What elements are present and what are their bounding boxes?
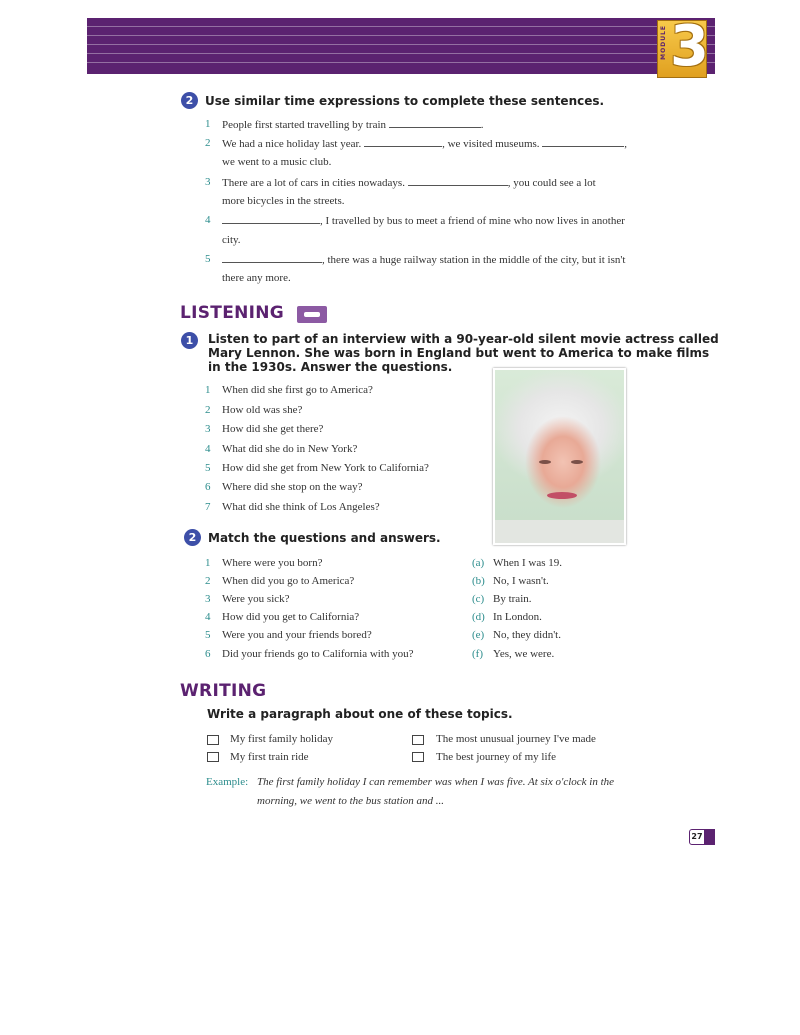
exercise-instruction: Use similar time expressions to complete these sentences. xyxy=(205,94,605,108)
module-badge xyxy=(657,14,709,79)
topic-checkbox[interactable] xyxy=(412,735,424,745)
writing-instruction: Write a paragraph about one of these topics. xyxy=(207,707,513,721)
header-band xyxy=(87,18,715,74)
listening-instruction-line: Listen to part of an interview with a 90-year-old silent movie actress called xyxy=(208,332,719,346)
example-line: morning, we went to the bus station and ... xyxy=(257,795,444,807)
textbook-page: MODULE 3 2 Use similar time expressions to complete these sentences. 1 People first started travelling by train . 2 We had a nice holiday last year. , we visited museums. , we went to a music club. 3 There are a lot of cars in cities nowadays. , you could see a lot more bicycles in the streets. 4 , I travelled by bus to meet a friend of mine who now lives in another city. 5 , there was a huge railway station in the middle of the city, but it isn't there any more. LISTENING 1 Listen to part of an interview with a 90-year-old silent movie actress called Mary Lennon. She was born in England but went to America to make films in the 1930s. Answer the questions. 1 When did she first go to America? 2 How old was she? 3 How did she get there? 4 What did she do in New York? 5 How did she get from New York to California? 6 Where did she stop on the way? 7 What did she think of Los Angeles? 2 Match the questions and answers. 1 Where were you born? 2 When did you go to America? 3 Were you sick? 4 How did you get to California? 5 Were you and your friends bored? 6 Did your friends go to California with you? (a) When I was 19. (b) No, I wasn't. (c) By train. (d) In London. (e) No, they didn't. (f) Yes, we were. WRITING Write a paragraph about one of these topics. My first family holiday My first train ride The most unusual journey I've made The best journey of my life Example: The first family holiday I can remember was when I was five. At six o'clock in the morning, we went to the bus station and ... 27 xyxy=(0,0,800,1035)
example-label: Example: xyxy=(206,776,249,788)
cassette-icon xyxy=(297,306,327,323)
module-number: 3 xyxy=(670,14,709,79)
listening-title: LISTENING xyxy=(180,303,285,323)
actress-photo xyxy=(493,368,626,545)
listening-instruction-line: in the 1930s. Answer the questions. xyxy=(208,360,453,374)
listening-instruction-line: Mary Lennon. She was born in England but went to America to make films xyxy=(208,346,710,360)
example-line: The first family holiday I can remember was when I was five. At six o'clock in the xyxy=(257,776,615,788)
page-number: 27 xyxy=(689,829,715,845)
topic-checkbox[interactable] xyxy=(412,752,424,762)
matching-instruction: Match the questions and answers. xyxy=(208,531,441,545)
exercise-number-badge: 2 xyxy=(184,529,201,546)
topic-checkbox[interactable] xyxy=(207,752,219,762)
topic-checkbox[interactable] xyxy=(207,735,219,745)
writing-title: WRITING xyxy=(180,681,267,701)
exercise-number-badge: 2 xyxy=(181,92,198,109)
exercise-number-badge: 1 xyxy=(181,332,198,349)
module-word: MODULE xyxy=(660,25,667,60)
